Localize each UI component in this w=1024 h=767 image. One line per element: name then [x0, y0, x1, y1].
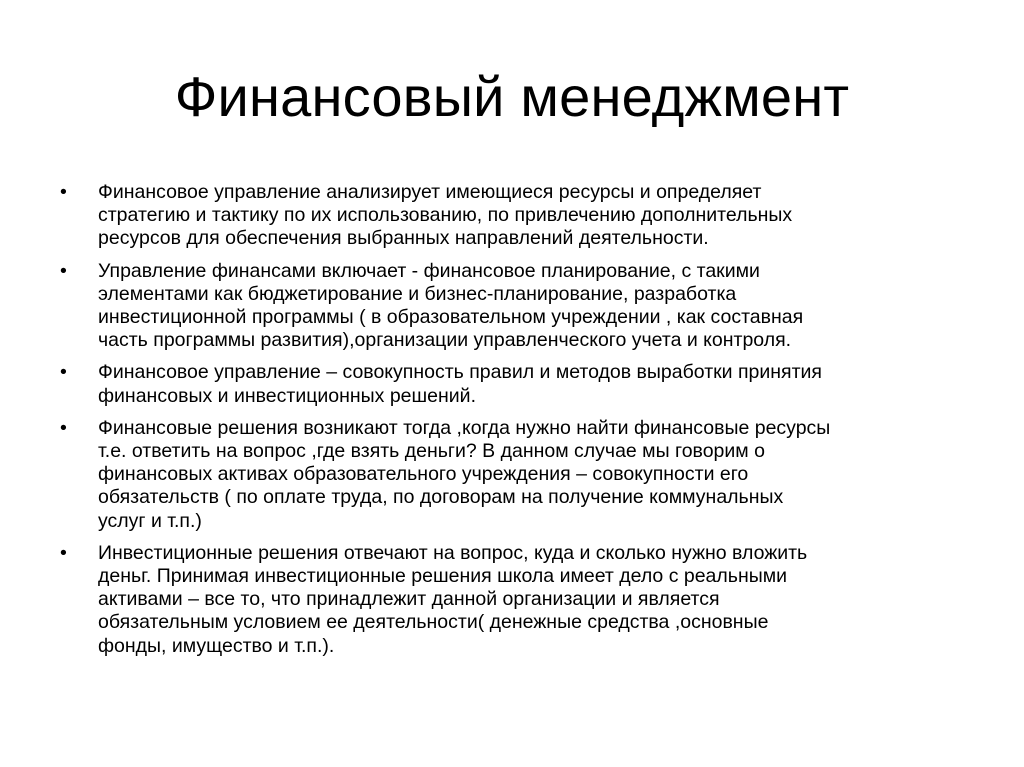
bullet-icon: •: [60, 416, 67, 439]
bullet-item-1: [60, 181, 960, 251]
bullet-item-3: [60, 361, 960, 407]
bullet-icon: •: [60, 259, 67, 282]
bullet-icon: •: [60, 541, 67, 564]
bullet-item-4: [60, 417, 960, 533]
bullet-item-5: [60, 542, 960, 658]
bullet-text: Управление финансами включает - финансовое планирование, с такими элементами как бюджетирование и бизнес-планирование, разработка инвестиционной программы ( в образовательном учреждении , как составная часть программы развития),организации управленческого учета и контроля.: [98, 259, 804, 352]
bullet-text: Финансовое управление – совокупность правил и методов выработки принятия финансовых и инвестиционных решений.: [98, 361, 822, 407]
bullet-text: Финансовое управление анализирует имеющиеся ресурсы и определяет стратегию и тактику по их использованию, по привлечению дополнительных ресурсов для обеспечения выбранных направлений деятельности.: [98, 181, 793, 250]
bullet-icon: •: [60, 181, 67, 203]
bullet-list: [60, 181, 960, 667]
slide-title: Финансовый менеджмент: [174, 65, 850, 128]
bullet-icon: •: [60, 361, 67, 384]
bullet-text: Финансовые решения возникают тогда ,когда нужно найти финансовые ресурсы т.е. ответить на вопрос ,где взять деньги? В данном случае мы говорим о финансовых активах образовательного учреждения – совокупности его обязательств ( по оплате труда, по договорам на получение коммунальных услуг и т.п.): [98, 416, 831, 532]
bullet-text: Инвестиционные решения отвечают на вопрос, куда и сколько нужно вложить деньг. Принимая инвестиционные решения школа имеет дело с реальными активами – все то, что принадлежит данной организации и является обязательным условием ее деятельности( денежные средства ,основные фонды, имущество и т.п.).: [98, 541, 808, 657]
bullet-item-2: [60, 260, 960, 353]
